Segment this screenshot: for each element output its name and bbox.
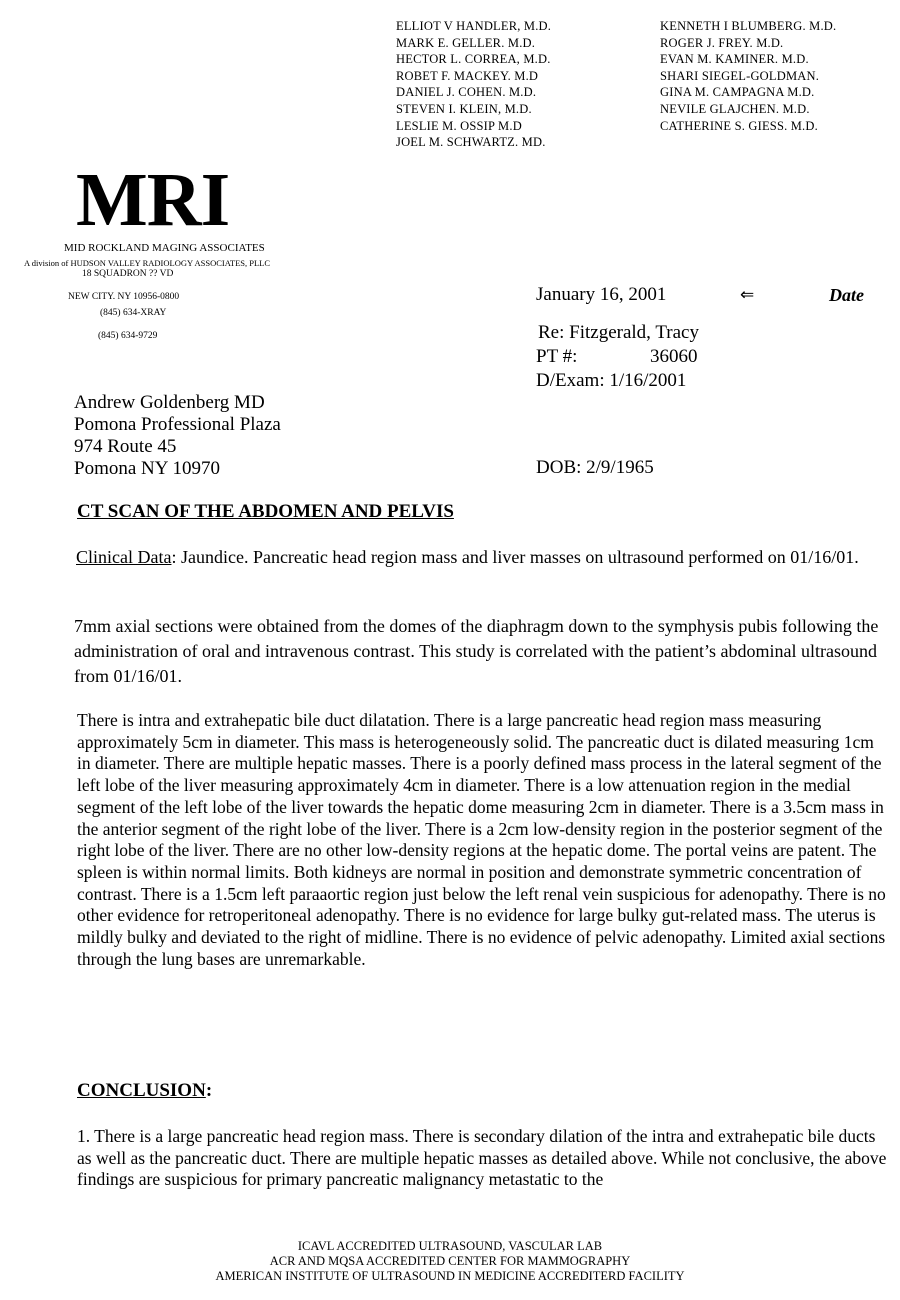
footer-line: ICAVL ACCREDITED ULTRASOUND, VASCULAR LAB [297,1239,603,1253]
conclusion-paragraph: 1. There is a large pancreatic head region mass. There is secondary dilation of the intra and extrahepatic bile ducts as well as the pancreatic duct. There are multiple hepatic masses as detailed above. While not conclusive, the above findings are suspicious for primary pancreatic malignancy metastatic to the [77,1126,887,1190]
doctor-name: SHARI SIEGEL-GOLDMAN. [660,68,820,83]
doctor-name: CATHERINE S. GIESS. M.D. [660,118,818,133]
doctor-list-right [660,18,836,134]
doctor-name: MARK E. GELLER. M.D. [396,35,536,50]
doctor-name: DANIEL J. COHEN. M.D. [396,85,537,100]
footer-line: AMERICAN INSTITUTE OF ULTRASOUND IN MEDICINE ACCREDITERD FACILITY [215,1269,685,1283]
clinical-data-text: : Jaundice. Pancreatic head region mass and liver masses on ultrasound performed on 01/16/01. [171,547,859,567]
pt-label: PT #: [536,346,578,367]
recipient-line: 974 Route 45 [74,436,177,457]
recipient-line: Pomona Professional Plaza [74,414,281,435]
doctor-name: ROBET F. MACKEY. M.D [396,68,539,83]
street-address: 18 SQUADRON ?? VD [82,269,174,279]
fax-line: (845) 634-9729 [98,331,158,341]
patient-name: Re: Fitzgerald, Tracy [538,322,699,343]
technique-paragraph: 7mm axial sections were obtained from the domes of the diaphragm down to the symphysis pubis following the administration of oral and intravenous contrast. This study is correlated with the patient’s abdominal ultrasound from 01/16/01. [74,616,879,686]
accreditation-footer [0,1239,900,1284]
doctor-name: NEVILE GLAJCHEN. M.D. [660,101,810,116]
dob: DOB: 2/9/1965 [536,457,654,478]
phone-line: (845) 634-XRAY [100,308,167,318]
division-line: A division of HUDSON VALLEY RADIOLOGY ASSOCIATES, PLLC [24,258,271,268]
doctor-name: JOEL M. SCHWARTZ. MD. [396,135,546,150]
footer-line: ACR AND MQSA ACCREDITED CENTER FOR MAMMOGRAPHY [269,1254,631,1268]
exam-date: D/Exam: 1/16/2001 [536,370,687,391]
conclusion-colon: : [205,1080,213,1101]
mri-logo: MRI [76,158,230,242]
doctor-name: ELLIOT V HANDLER, M.D. [396,19,552,33]
clinical-data-label: Clinical Data [76,547,172,567]
recipient-line: Pomona NY 10970 [74,458,221,479]
date-label: Date [829,285,864,305]
doctor-name: GINA M. CAMPAGNA M.D. [660,85,815,100]
org-name: MID ROCKLAND MAGING ASSOCIATES [64,242,265,254]
report-title: CT SCAN OF THE ABDOMEN AND PELVIS [77,501,454,522]
report-date: January 16, 2001 [536,284,667,305]
doctor-name: EVAN M. KAMINER. M.D. [660,52,809,67]
doctor-name: ROGER J. FREY. M.D. [660,35,784,50]
recipient-line: Andrew Goldenberg MD [74,392,265,413]
clinical-data [76,546,876,568]
doctor-name: KENNETH I BLUMBERG. M.D. [660,19,837,33]
conclusion-heading-text: CONCLUSION [77,1080,206,1101]
doctor-name: HECTOR L. CORREA, M.D. [396,52,551,67]
pt-number: 36060 [650,346,698,367]
doctor-name: LESLIE M. OSSIP M.D [396,118,522,133]
findings-paragraph: There is intra and extrahepatic bile duct dilatation. There is a large pancreatic head region mass measuring approximately 5cm in diameter. This mass is heterogeneously solid. The pancreatic duct is dilated measuring 1cm in diameter. There are multiple hepatic masses. There is a poorly defined mass process in the lateral segment of the left lobe of the liver measuring approximately 4cm in diameter. There is a low attenuation region in the medial segment of the left lobe of the liver towards the hepatic dome measuring 2cm in diameter. There is a 3.5cm mass in the anterior segment of the right lobe of the liver. There is a 2cm low-density region in the posterior segment of the right lobe of the liver. There are no other low-density regions at the hepatic dome. The portal veins are patent. The spleen is within normal limits. Both kidneys are normal in position and demonstrate symmetric concentration of contrast. There is a 1.5cm left paraaortic region just below the left renal vein suspicious for adenopathy. There is no other evidence for retroperitoneal adenopathy. There is no evidence for large bulky gut-related mass. The uterus is mildly bulky and deviated to the right of midline. There is no evidence of pelvic adenopathy. Limited axial sections through the lung bases are unremarkable. [77,710,886,969]
conclusion-heading [77,1080,212,1102]
doctor-list-left [396,18,551,151]
doctor-name: STEVEN I. KLEIN, M.D. [396,101,532,116]
city-line: NEW CITY. NY 10956-0800 [68,292,180,302]
recipient-address [74,392,281,480]
arrow-left-icon: ⇐ [740,285,755,305]
